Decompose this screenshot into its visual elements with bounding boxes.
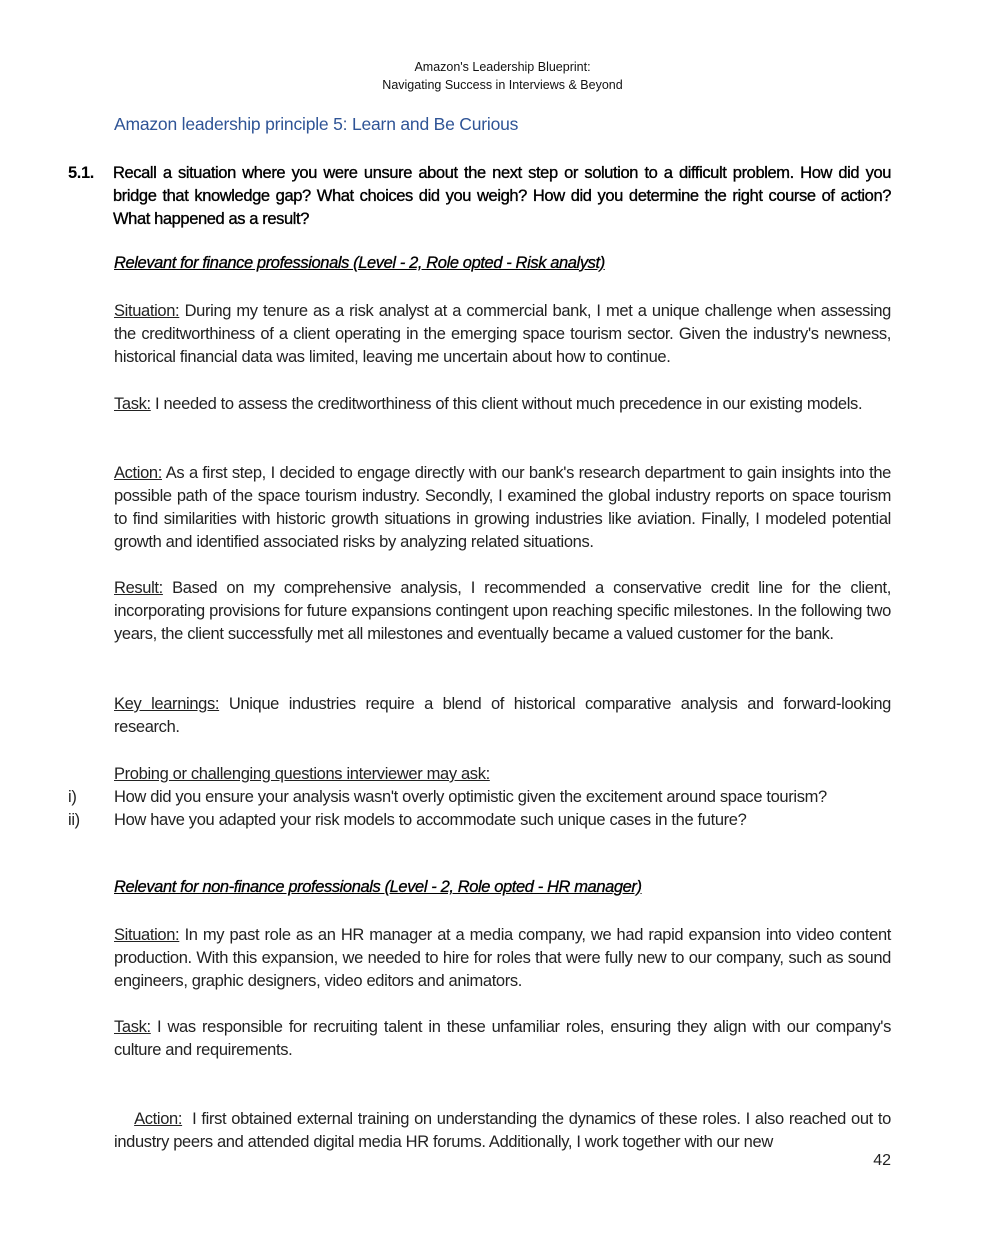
finance-action <box>114 462 891 554</box>
probing-questions-label: Probing or challenging questions interviewer may ask: <box>114 765 490 783</box>
list-marker: i) <box>68 788 77 806</box>
action-text: As a first step, I decided to engage directly with our bank's research department to gain insights into the possible path of the space tourism industry. Secondly, I examined the global industry reports on space tourism to find similarities with historic growth situations in growing industries like aviation. Finally, I modeled potential growth and identified associated risks by analyzing related situations. <box>114 464 891 551</box>
finance-section-heading: Relevant for finance professionals (Level - 2, Role opted - Risk analyst) <box>114 254 605 272</box>
probing-question-item <box>68 809 908 832</box>
finance-task <box>114 393 891 416</box>
key-learnings-text: Unique industries require a blend of historical comparative analysis and forward-looking research. <box>114 695 891 736</box>
probing-question-text: How did you ensure your analysis wasn't overly optimistic given the excitement around space tourism? <box>114 788 827 806</box>
probing-questions-list <box>68 786 908 832</box>
result-text: Based on my comprehensive analysis, I recommended a conservative credit line for the client, incorporating provisions for future expansions contingent upon reaching specific milestones. In the following two years, the client successfully met all milestones and eventually became a valued customer for the bank. <box>114 579 891 643</box>
finance-key-learnings <box>114 693 891 739</box>
task-text: I was responsible for recruiting talent in these unfamiliar roles, ensuring they align with our company's culture and requirements. <box>114 1018 891 1059</box>
action-label: Action: <box>114 464 162 482</box>
question-number: 5.1. <box>68 164 94 182</box>
non-finance-task <box>114 1016 891 1062</box>
task-text: I needed to assess the creditworthiness of this client without much precedence in our existing models. <box>150 395 863 413</box>
probing-question-item <box>68 786 908 809</box>
page-number: 42 <box>873 1152 891 1169</box>
situation-text: During my tenure as a risk analyst at a commercial bank, I met a unique challenge when assessing the creditworthiness of a client operating in the emerging space tourism sector. Given the industry's newness, historical financial data was limited, leaving me uncertain about how to continue. <box>114 302 891 366</box>
running-header <box>0 58 1005 94</box>
probing-question-text: How have you adapted your risk models to accommodate such unique cases in the future? <box>114 811 747 829</box>
situation-label: Situation: <box>114 926 180 944</box>
finance-result <box>114 577 891 646</box>
principle-heading: Amazon leadership principle 5: Learn and Be Curious <box>114 114 519 134</box>
finance-situation <box>114 300 891 369</box>
task-label: Task: <box>114 1018 151 1036</box>
header-title-line: Amazon's Leadership Blueprint: <box>414 60 591 74</box>
non-finance-action <box>114 1085 896 1177</box>
situation-text: In my past role as an HR manager at a media company, we had rapid expansion into video content production. With this expansion, we needed to hire for roles that were fully new to our company, such as sound engineers, graphic designers, video editors and animators. <box>114 926 891 990</box>
question-5-1 <box>68 162 891 231</box>
header-subtitle-line: Navigating Success in Interviews & Beyond <box>382 78 623 92</box>
action-text: I first obtained external training on understanding the dynamics of these roles. I also reached out to industry peers and attended digital media HR forums. Additionally, I work together with our new <box>114 1110 896 1151</box>
result-label: Result: <box>114 579 163 597</box>
task-label: Task: <box>114 395 151 413</box>
action-label: Action: <box>134 1110 183 1128</box>
situation-label: Situation: <box>114 302 180 320</box>
non-finance-section-heading: Relevant for non-finance professionals (Level - 2, Role opted - HR manager) <box>114 878 642 896</box>
list-marker: ii) <box>68 811 80 829</box>
non-finance-situation <box>114 924 891 993</box>
key-learnings-label: Key learnings: <box>114 695 220 713</box>
question-text: Recall a situation where you were unsure about the next step or solution to a difficult problem. How did you bridge that knowledge gap? What choices did you weigh? How did you determine the right course of action? What happened as a result? <box>113 164 891 228</box>
probing-questions-label-row <box>114 763 891 786</box>
